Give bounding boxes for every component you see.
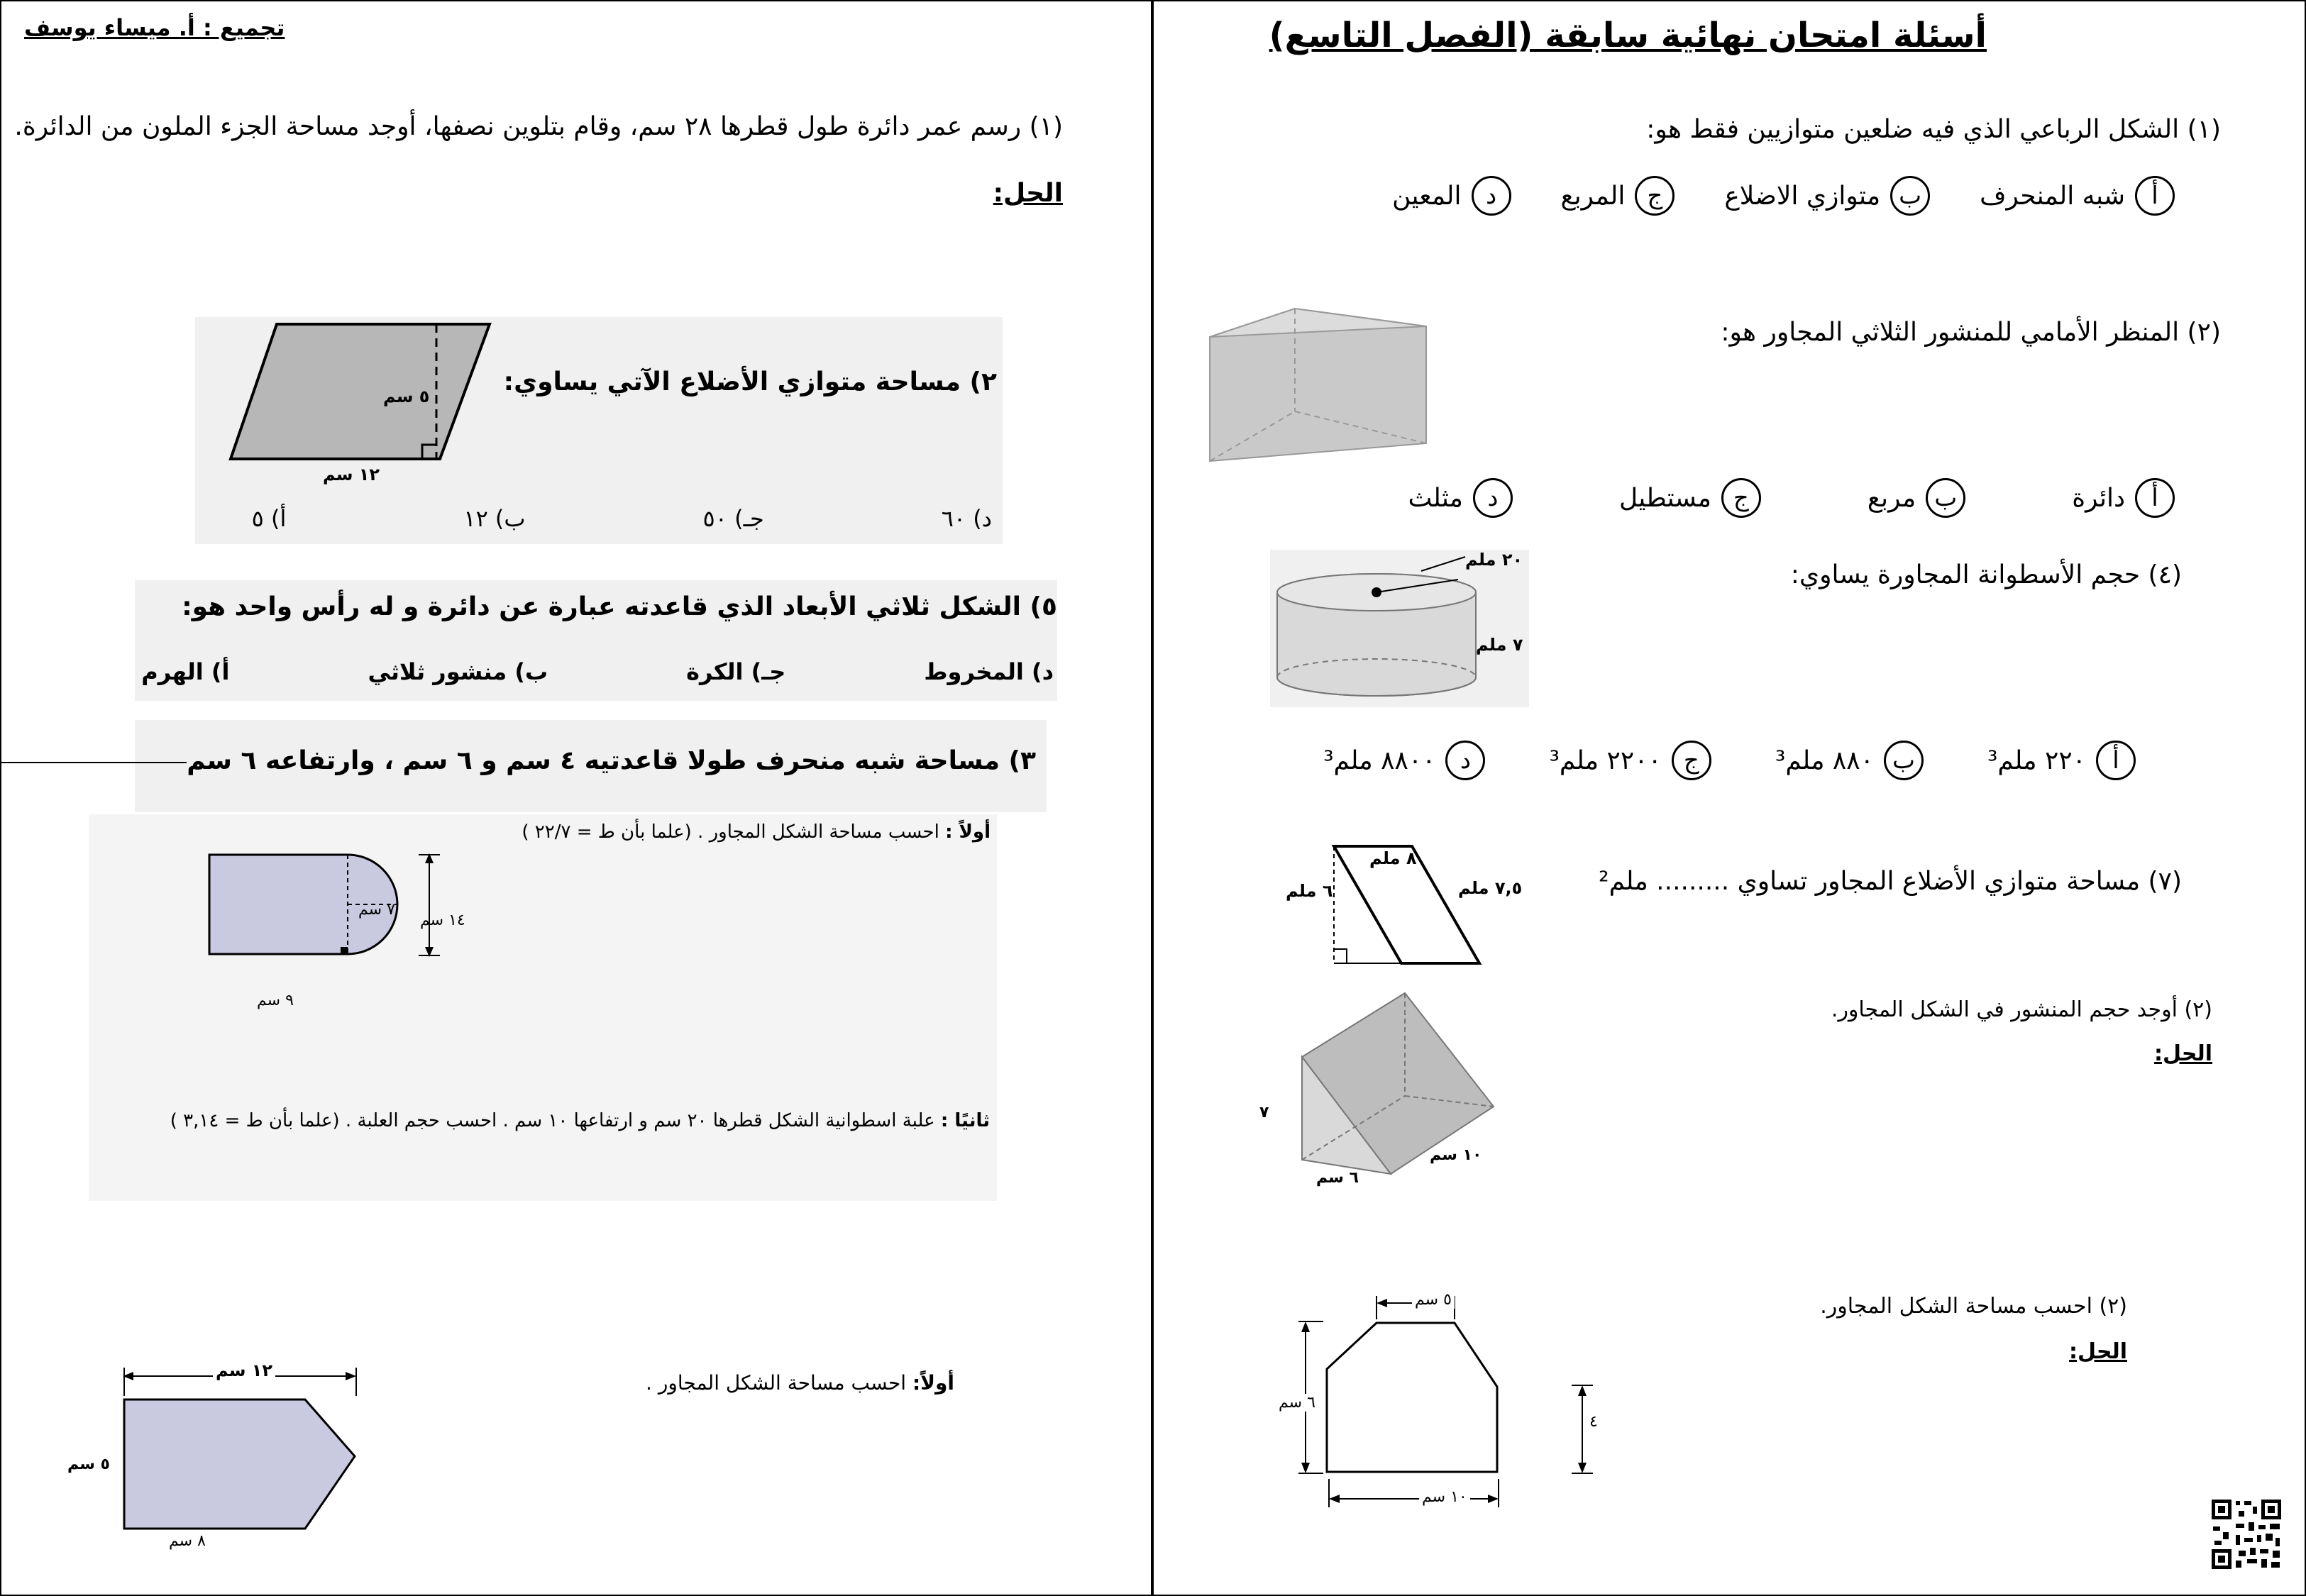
left-q2-text: ٢) مساحة متوازي الأضلاع الآتي يساوي: bbox=[503, 367, 997, 397]
left-para-height-label: ٥ سم bbox=[383, 387, 430, 406]
qr-code-icon bbox=[2210, 1498, 2283, 1570]
para-height-label: ٦ ملم bbox=[1286, 881, 1333, 901]
option-b: ب مربع bbox=[1868, 478, 1965, 518]
option-a: أ) الهرم bbox=[141, 658, 230, 685]
cylinder-radius-label: ٢٠ ملم bbox=[1465, 550, 1523, 570]
left-first-text: احسب مساحة الشكل المجاور . (علما بأن ط = ٢٢/٧ ) bbox=[522, 821, 939, 843]
right-q2-options bbox=[1408, 478, 2175, 518]
prism-base-label: ٦ سم bbox=[1316, 1169, 1359, 1187]
option-d: د) ٦٠ bbox=[941, 505, 992, 532]
right-q1-text: (١) الشكل الرباعي الذي فيه ضلعين متوازيين فقط هو: bbox=[1646, 115, 2221, 144]
pentagon-bottom-label: ٨ سم bbox=[169, 1532, 206, 1550]
para-top-label: ٨ ملم bbox=[1369, 848, 1417, 868]
hex-left-label: ٦ سم bbox=[1279, 1394, 1315, 1412]
left-q5-options bbox=[141, 658, 1054, 685]
left-first-row bbox=[522, 821, 991, 843]
option-a: أ) ٥ bbox=[251, 505, 287, 532]
left-first2-label: أولاً: bbox=[912, 1371, 954, 1395]
option-d: د مثلث bbox=[1408, 478, 1513, 518]
right-q7-text: (٧) مساحة متوازي الأضلاع المجاور تساوي ......... ملم² bbox=[1599, 867, 2182, 896]
rect-semicircle-figure bbox=[202, 848, 486, 1011]
parallelogram-figure-left bbox=[227, 321, 497, 462]
left-second-label: ثانيًا : bbox=[940, 1110, 990, 1131]
right-q4-options bbox=[1323, 741, 2136, 780]
prism-h-label: ٧ bbox=[1259, 1104, 1269, 1121]
left-second-text: علبة اسطوانية الشكل قطرها ٢٠ سم و ارتفاعها ١٠ سم . احسب حجم العلبة . (علما بأن ط = ٣,١٤ ) bbox=[170, 1110, 935, 1131]
hex-top-label: ٥ سم bbox=[1412, 1291, 1455, 1309]
option-a: أ شبه المنحرف bbox=[1980, 176, 2175, 216]
page-title: أسئلة امتحان نهائية سابقة (الفصل التاسع) bbox=[1269, 16, 1987, 55]
left-q3-row bbox=[0, 746, 1036, 775]
left-q1-text: (١) رسم عمر دائرة طول قطرها ٢٨ سم، وقام بتلوين نصفها، أوجد مساحة الجزء الملون من الدائرة. bbox=[14, 112, 1063, 141]
para-side-label: ٧,٥ ملم bbox=[1458, 878, 1523, 898]
prism-solution-label: الحل: bbox=[2154, 1041, 2212, 1066]
option-d: د ٨٨٠٠ ملم³ bbox=[1323, 741, 1485, 780]
option-d: د المعين bbox=[1392, 176, 1511, 216]
hex-right-label: ٤ bbox=[1589, 1413, 1598, 1431]
option-c: ج مستطيل bbox=[1619, 478, 1761, 518]
shape-area-solution-label: الحل: bbox=[2069, 1339, 2127, 1364]
shape-area-question-text: (٢) احسب مساحة الشكل المجاور. bbox=[1820, 1294, 2127, 1319]
right-q1-options bbox=[1392, 176, 2175, 216]
option-d: د) المخروط bbox=[924, 658, 1054, 685]
option-a: أ دائرة bbox=[2072, 478, 2175, 518]
prism-question-text: (٢) أوجد حجم المنشور في الشكل المجاور. bbox=[1831, 997, 2212, 1022]
pentagon-top-label: ١٢ سم bbox=[213, 1361, 275, 1380]
left-q5-text: ٥) الشكل ثلاثي الأبعاد الذي قاعدته عبارة عن دائرة و له رأس واحد هو: bbox=[182, 592, 1057, 621]
right-q2-text: (٢) المنظر الأمامي للمنشور الثلاثي المجاور هو: bbox=[1721, 318, 2221, 347]
option-b: ب متوازي الاضلاع bbox=[1724, 176, 1930, 216]
column-divider bbox=[1151, 0, 1154, 1596]
option-b: ب ٨٨٠ ملم³ bbox=[1775, 741, 1924, 780]
semicircle-h-label: ١٤ سم bbox=[420, 911, 465, 929]
left-q1-solution-label: الحل: bbox=[993, 179, 1063, 208]
left-q3-text: ٣) مساحة شبه منحرف طولا قاعدتيه ٤ سم و ٦ سم ، وارتفاعه ٦ سم bbox=[187, 746, 1036, 775]
right-q4-text: (٤) حجم الأسطوانة المجاورة يساوي: bbox=[1790, 560, 2182, 589]
left-second-row bbox=[170, 1110, 990, 1131]
cylinder-height-label: ٧ ملم bbox=[1476, 635, 1523, 655]
option-b: ب) منشور ثلاثي bbox=[368, 658, 548, 685]
option-c: ج ٢٢٠٠ ملم³ bbox=[1549, 741, 1711, 780]
option-c: جـ) ٥٠ bbox=[702, 505, 764, 532]
semicircle-r-label: ٧ سم bbox=[358, 901, 395, 919]
option-c: ج المربع bbox=[1561, 176, 1675, 216]
prism-len-label: ١٠ سم bbox=[1430, 1146, 1482, 1164]
compiler-credit: تجميع : أ. ميساء يوسف bbox=[24, 14, 285, 41]
option-c: جـ) الكرة bbox=[686, 658, 786, 685]
pentagon-side-label: ٥ سم bbox=[67, 1456, 110, 1473]
cylinder-figure bbox=[1270, 550, 1529, 707]
left-first2-row bbox=[646, 1371, 954, 1395]
left-first-label: أولاً : bbox=[945, 821, 991, 843]
option-b: ب) ١٢ bbox=[463, 505, 526, 532]
triangular-prism-figure bbox=[1206, 305, 1433, 468]
left-q2-options bbox=[252, 505, 992, 532]
hex-bottom-label: ١٠ سم bbox=[1419, 1488, 1470, 1506]
left-first2-text: احسب مساحة الشكل المجاور . bbox=[646, 1371, 907, 1395]
answer-blank[interactable] bbox=[0, 760, 187, 763]
hexagon-figure bbox=[1281, 1287, 1607, 1514]
pentagon-figure bbox=[114, 1361, 369, 1534]
left-para-base-label: ١٢ سم bbox=[323, 465, 380, 484]
semicircle-w-label: ٩ سم bbox=[257, 992, 294, 1009]
option-a: أ ٢٢٠ ملم³ bbox=[1987, 741, 2136, 780]
